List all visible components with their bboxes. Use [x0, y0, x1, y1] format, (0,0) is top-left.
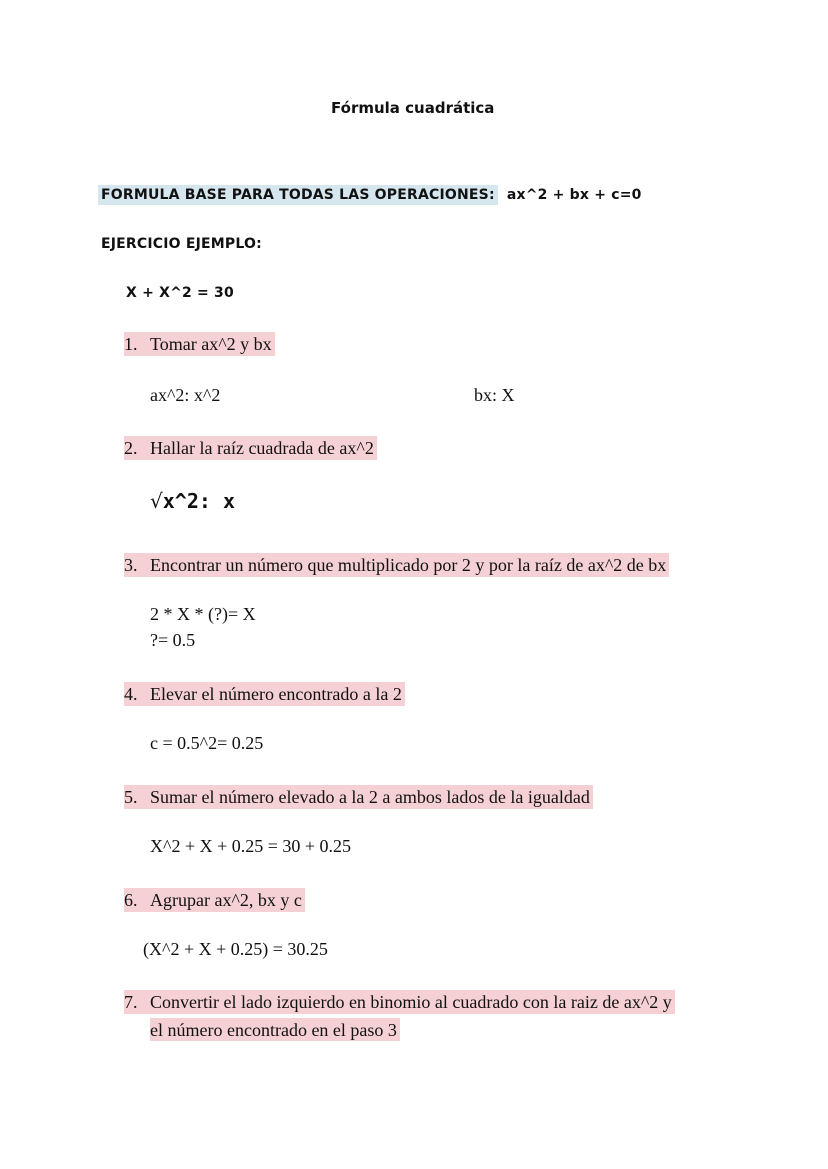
step-5 [124, 785, 593, 809]
example-equation: X + X^2 = 30 [126, 285, 234, 301]
step-number: 2. [124, 438, 138, 458]
step-text: Elevar el número encontrado a la 2 [150, 684, 402, 704]
step-7 [124, 990, 675, 1041]
step-3 [124, 553, 669, 577]
step-text: Sumar el número elevado a la 2 a ambos lados de la igualdad [150, 787, 590, 807]
step-1-detail-left: ax^2: x^2 [150, 385, 221, 405]
step-4 [124, 682, 405, 706]
step-1-detail-right: bx: X [474, 385, 515, 405]
square-root-icon: √ [150, 489, 163, 513]
step-text-line1: Convertir el lado izquierdo en binomio al cuadrado con la raiz de ax^2 y [150, 992, 672, 1012]
step-number: 7. [124, 992, 138, 1012]
step-5-detail: X^2 + X + 0.25 = 30 + 0.25 [150, 836, 352, 856]
step-text: Tomar ax^2 y bx [150, 334, 272, 354]
step-2 [124, 436, 377, 460]
step-3-detail-line2: ?= 0.5 [150, 630, 196, 650]
step-text: Agrupar ax^2, bx y c [150, 890, 302, 910]
step-6 [124, 888, 305, 912]
example-heading: EJERCICIO EJEMPLO: [101, 236, 262, 252]
step-2-detail [150, 489, 235, 513]
step-4-detail: c = 0.5^2= 0.25 [150, 733, 264, 753]
step-text: Hallar la raíz cuadrada de ax^2 [150, 438, 374, 458]
step-number: 1. [124, 334, 138, 354]
step-number: 4. [124, 684, 138, 704]
page-title: Fórmula cuadrática [331, 99, 495, 117]
step-text-line2: el número encontrado en el paso 3 [150, 1018, 400, 1041]
step-number: 5. [124, 787, 138, 807]
step-6-detail: (X^2 + X + 0.25) = 30.25 [143, 939, 328, 959]
formula-base-equation: ax^2 + bx + c=0 [506, 187, 642, 203]
step-number: 3. [124, 555, 138, 575]
step-2-expression: x^2: x [162, 489, 235, 513]
step-3-detail-line1: 2 * X * (?)= X [150, 604, 256, 624]
formula-base-line [101, 187, 642, 203]
step-text: Encontrar un número que multiplicado por 2 y por la raíz de ax^2 de bx [150, 555, 667, 575]
step-number: 6. [124, 890, 138, 910]
formula-base-label: FORMULA BASE PARA TODAS LAS OPERACIONES: [98, 185, 498, 205]
step-1 [124, 332, 275, 356]
